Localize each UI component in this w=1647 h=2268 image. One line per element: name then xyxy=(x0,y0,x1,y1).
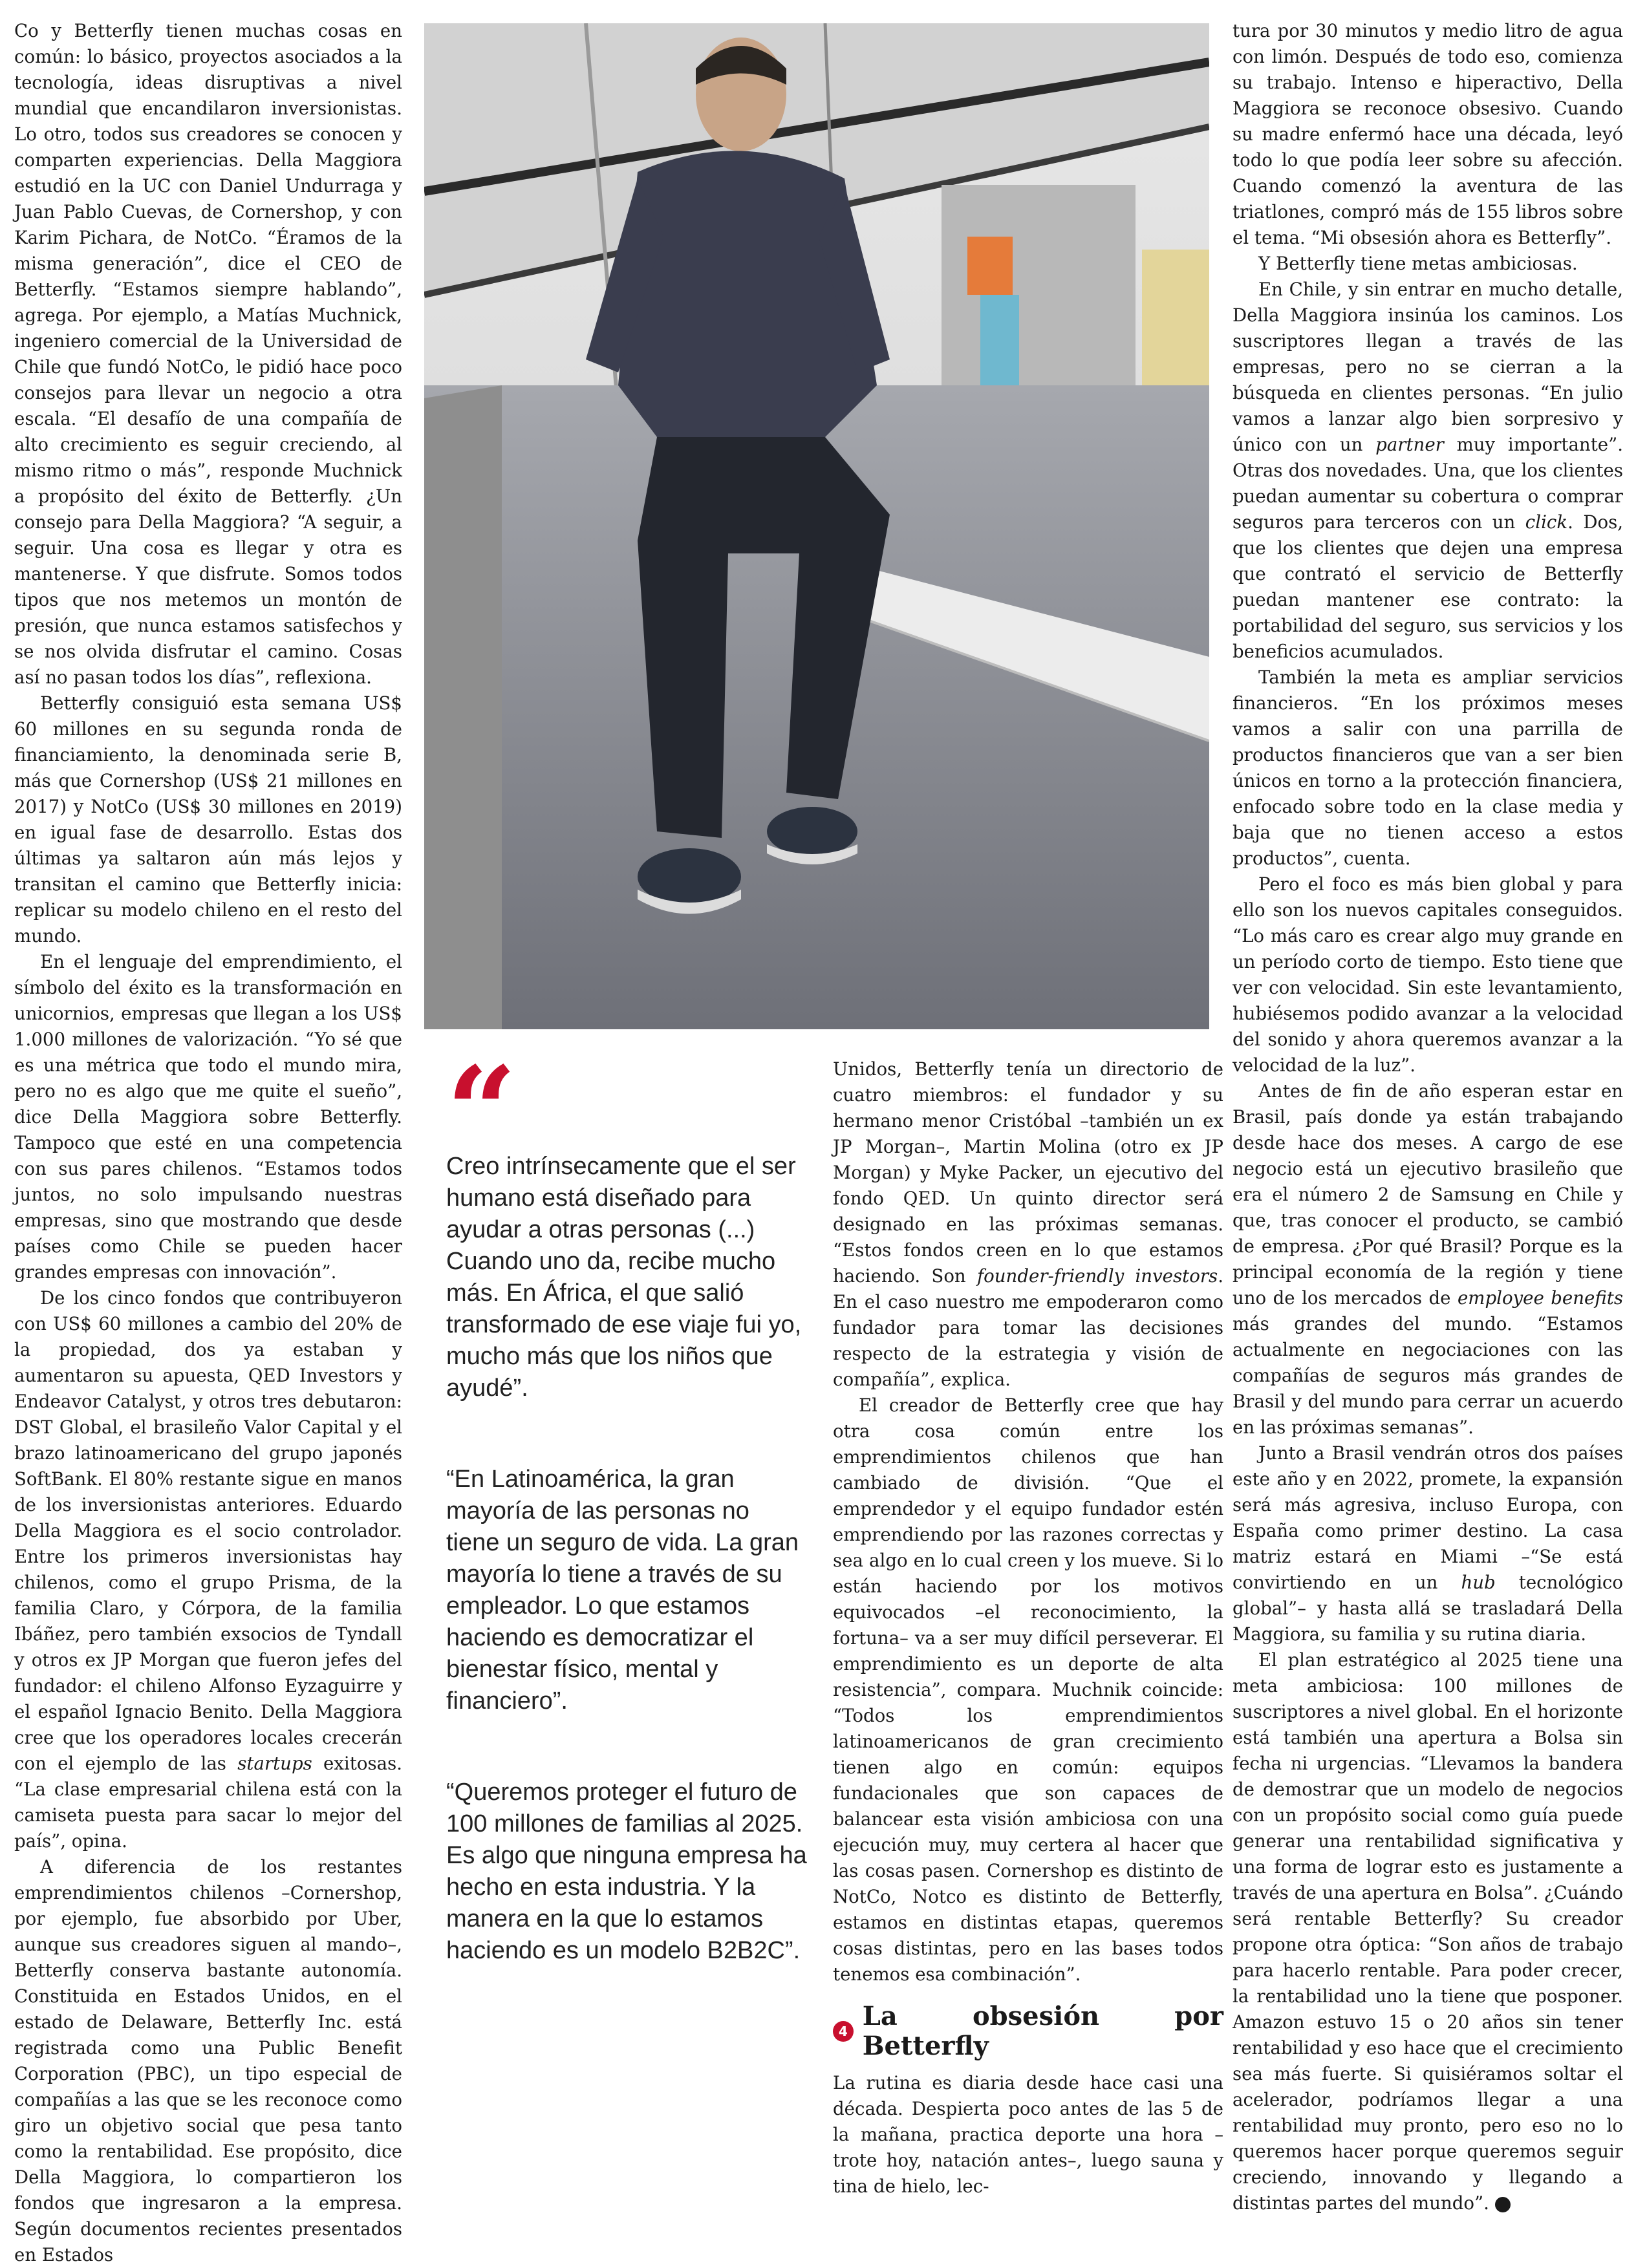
pull-quote-3: “Queremos proteger el futuro de 100 millones de familias al 2025. Es algo que ninguna empresa ha hecho en esta industria. Y la manera en la que lo estamos haciendo es un modelo B2B2C”. xyxy=(446,1779,807,1964)
paragraph-text: . Dos, que los clientes que dejen una empresa que contrató el servicio de Betterfly puedan mantener ese contrato: la portabilidad del seguro, sus servicios y los beneficios acumulados. xyxy=(1233,511,1623,662)
paragraph-text: Junto a Brasil vendrán otros dos países este año y en 2022, promete, la expansión será más agresiva, incluso Europa, con España como primer destino. La casa matriz estará en Miami –“Se está convirtiendo en un xyxy=(1233,1442,1623,1593)
photo-illustration xyxy=(424,23,1209,1029)
paragraph-text: De los cinco fondos que contribuyeron con US$ 60 millones a cambio del 20% de la propiedad, dos ya estaban y aumentaron su apuesta, QED Investors y Endeavor Catalyst, y otros tres debutaron: DST Global, el brasileño Valor Capital y el brazo latinoamericano del grupo japonés SoftBank. El 80% restante sigue en manos de los inversionistas anteriores. Eduardo Della Maggiora es el socio controlador. Entre los primeros inversionistas hay chilenos, como el grupo Prisma, de la familia Claro, y Córpora, de la familia Ibáñez, pero también exsocios de Tyndall y otros ex JP Morgan que fueron jefes del fundador: el chileno Alfonso Eyzaguirre y el español Ignacio Benito. Della Maggiora cree que los operadores locales crecerán con el ejemplo de las xyxy=(14,1287,402,1774)
section-number-badge: 4 xyxy=(833,2021,854,2042)
paragraph-text: tecnológico global”– y hasta allá se trasladará Della Maggiora, su familia y su rutina diaria. xyxy=(1233,1572,1623,1645)
paragraph: La rutina es diaria desde hace casi una década. Despierta poco antes de las 5 de la mañana, practica deporte una hora –trote hoy, natación antes–, luego sauna y tina de hielo, lec- xyxy=(833,2072,1223,2197)
article-column-1 xyxy=(14,18,402,2268)
paragraph: En el lenguaje del emprendimiento, el símbolo del éxito es la transformación en unicornios, empresas que llegan a los US$ 1.000 millones de valorización. “Yo sé que es una métrica que todo el mundo mira, pero no es algo que me quite el sueño”, dice Della Maggiora sobre Betterfly. Tampoco que esté en una competencia con sus pares chilenos. “Estamos todos juntos, no solo impulsando nuestras empresas, sino que mostrando que desde países como Chile se pueden hacer grandes empresas con innovación”. xyxy=(14,951,402,1283)
end-of-article-icon: P xyxy=(1495,2197,1511,2212)
paragraph xyxy=(1233,1647,1623,2216)
paragraph xyxy=(1233,277,1623,665)
paragraph: tura por 30 minutos y medio litro de agua con limón. Después de todo eso, comienza su trabajo. Intenso e hiperactivo, Della Maggiora se reconoce obsesivo. Cuando su madre enfermó hace una década, leyó todo lo que podía leer sobre su afección. Cuando comenzó la aventura de las triatlones, compró más de 155 libros sobre el tema. “Mi obsesión ahora es Betterfly”. xyxy=(1233,20,1623,248)
paragraph-text: . En el caso nuestro me empoderaron como fundador para tomar las decisiones respecto de la estrategia y visión de compañía”, explica. xyxy=(833,1265,1223,1390)
paragraph: El creador de Betterfly cree que hay otra cosa común entre los emprendimientos chilenos que han cambiado de división. “Que el emprendedor y el equipo fundador estén emprendiendo por las razones correctas y sea algo en lo cual creen y los mueve. Si lo están haciendo por los motivos equivocados –el reconocimiento, la fortuna– va a ser muy difícil perseverar. El emprendimiento es un deporte de alta resistencia”, compara. Muchnik coincide: “Todos los emprendimientos latinoamericanos de gran crecimiento tienen algo en común: equipos fundacionales que son capaces de balancear esta visión ambiciosa con una ejecución muy, muy certera al hacer que las cosas pasen. Cornershop es distinto de NotCo, Notco es distinto de Betterfly, estamos en distintas etapas, queremos cosas distintas, pero en las bases todos tenemos esa combinación”. xyxy=(833,1395,1223,1985)
italic-term: employee benefits xyxy=(1457,1287,1623,1309)
article-column-4 xyxy=(1233,18,1623,2216)
paragraph-text: más grandes del mundo. “Estamos actualmente en negociaciones con las compañías de seguros más grandes de Brasil y del mundo para cerrar un acuerdo en las próximas semanas”. xyxy=(1233,1313,1623,1438)
paragraph: Co y Betterfly tienen muchas cosas en común: lo básico, proyectos asociados a la tecnología, ideas disruptivas a nivel mundial que encandilaron inversionistas. Lo otro, todos sus creadores se conocen y comparten experiencias. Della Maggiora estudió en la UC con Daniel Undurraga y Juan Pablo Cuevas, de Cornershop, y con Karim Pichara, de NotCo. “Éramos de la misma generación”, dice el CEO de Betterfly. “Estamos siempre hablando”, agrega. Por ejemplo, a Matías Muchnick, ingeniero comercial de la Universidad de Chile que fundó NotCo, le pidió hace poco consejos para llevar un negocio a otra escala. “El desafío de una compañía de alto crecimiento es seguir creciendo, al mismo ritmo o más”, responde Muchnick a propósito del éxito de Betterfly. ¿Un consejo para Della Maggiora? “A seguir, a seguir. Una cosa es llegar y otra es mantenerse. Y que disfrute. Somos todos tipos que nos metemos un montón de presión, que nunca estamos satisfechos y se nos olvida disfrutar el camino. Cosas así no pasan todos los días”, reflexiona. xyxy=(14,20,402,688)
section-title: La obsesión por Betterfly xyxy=(862,2001,1223,2061)
pull-quote-2: “En Latinoamérica, la gran mayoría de las personas no tiene un seguro de vida. La gran mayoría lo tiene a través de su empleador. Lo que estamos haciendo es democratizar el bienestar físico, mental y financiero”. xyxy=(446,1466,799,1715)
italic-term: hub xyxy=(1461,1572,1496,1593)
paragraph: Pero el foco es más bien global y para ello son los nuevos capitales conseguidos. “Lo más caro es crear algo muy grande en un período corto de tiempo. Esto tiene que ver con velocidad. Sin este levantamiento, hubiésemos podido avanzar a la velocidad del sonido y ahora queremos avanzar a la velocidad de la luz”. xyxy=(1233,873,1623,1076)
paragraph-text: Antes de fin de año esperan estar en Brasil, país donde ya están trabajando desde hace dos meses. A cargo de ese negocio está un ejecutivo brasileño que era el número 2 de Samsung en Chile y que, tras conocer el producto, se cambió de empresa. ¿Por qué Brasil? Porque es la principal economía de la región y tiene uno de los mercados de xyxy=(1233,1080,1623,1309)
paragraph: También la meta es ampliar servicios financieros. “En los próximos meses vamos a salir con una parrilla de productos financieros que van a ser bien únicos en torno a la protección financiera, enfocado sobre todo en la clase media y baja que no tienen acceso a estos productos”, cuenta. xyxy=(1233,667,1623,869)
italic-term: partner xyxy=(1375,434,1444,455)
italic-term: startups xyxy=(237,1753,312,1774)
paragraph xyxy=(14,1285,402,1854)
pull-quote-1: Creo intrínsecamente que el ser humano está diseñado para ayudar a otras personas (...) Cuando uno da, recibe mucho más. En África, el que salió transformado de ese viaje fui yo, mucho más que los niños que ayudé”. xyxy=(446,1153,802,1402)
paragraph xyxy=(1233,1078,1623,1440)
paragraph-text: Unidos, Betterfly tenía un directorio de cuatro miembros: el fundador y su hermano menor Cristóbal –también un ex JP Morgan–, Martin Molina (otro ex JP Morgan) y Myke Packer, un ejecutivo del fondo QED. Un quinto director será designado en las próximas semanas. “Estos fondos creen en lo que estamos haciendo. Son xyxy=(833,1058,1223,1287)
paragraph-text: En Chile, y sin entrar en mucho detalle, Della Maggiora insinúa los caminos. Los suscriptores llegan a través de las empresas, pero no se cierran a la búsqueda en clientes personas. “En julio vamos a lanzar algo bien sorpresivo y único con un xyxy=(1233,279,1623,455)
article-column-3 xyxy=(833,1056,1223,2199)
paragraph: Betterfly consiguió esta semana US$ 60 millones en su segunda ronda de financiamiento, la denominada serie B, más que Cornershop (US$ 21 millones en 2017) y NotCo (US$ 30 millones en 2019) en igual fase de desarrollo. Estas dos últimas ya saltaron aún más lejos y transitan el camino que Betterfly inicia: replicar su modelo chileno en el resto del mundo. xyxy=(14,692,402,947)
italic-term: click xyxy=(1525,511,1568,533)
paragraph xyxy=(1233,1440,1623,1647)
paragraph-text: exitosas. “La clase empresarial chilena está con la camiseta puesta para sacar lo mejor del país”, opina. xyxy=(14,1753,402,1852)
quote-mark-icon: “ xyxy=(446,1040,517,1184)
paragraph xyxy=(833,1056,1223,1393)
paragraph: Y Betterfly tiene metas ambiciosas. xyxy=(1258,253,1578,274)
paragraph-text: El plan estratégico al 2025 tiene una meta ambiciosa: 100 millones de suscriptores a nivel global. En el horizonte está también una apertura a Bolsa sin fecha ni urgencias. “Llevamos la bandera de demostrar que un modelo de negocios con un propósito social como guía puede generar una rentabilidad significativa y una forma de lograr esto es justamente a través de una apertura en Bolsa”. ¿Cuándo será rentable Betterfly? Su creador propone otra óptica: “Son años de trabajo para hacerlo rentable. Para poder crecer, la rentabilidad uno la tiene que posponer. Amazon estuvo 15 o 20 años sin tener rentabilidad y eso hace que el crecimiento sea más fuerte. Si quisiéramos soltar el acelerador, podríamos llegar a una rentabilidad muy pronto, pero eso no lo queremos hacer porque queremos seguir creciendo, innovando y llegando a distintas partes del mundo”. xyxy=(1233,1649,1623,2214)
italic-term: founder-friendly investors xyxy=(976,1265,1218,1287)
paragraph: A diferencia de los restantes emprendimientos chilenos –Cornershop, por ejemplo, fue absorbido por Uber, aunque sus creadores siguen al mando–, Betterfly conserva bastante autonomía. Constituida en Estados Unidos, en el estado de Delaware, Betterfly Inc. está registrada como una Public Benefit Corporation (PBC), un tipo especial de compañías a las que se les reconoce como giro un objetivo social que pesa tanto como la rentabilidad. Ese propósito, dice Della Maggiora, lo compartieron los fondos que ingresaron a la empresa. Según documentos recientes presentados en Estados xyxy=(14,1856,402,2265)
pull-quotes xyxy=(446,1040,808,2003)
paragraph-text: muy importante”. Otras dos novedades. Una, que los clientes puedan aumentar su cobertura o comprar seguros para terceros con un xyxy=(1233,434,1623,533)
section-heading xyxy=(833,2002,1223,2061)
portrait-photo xyxy=(424,23,1209,1029)
